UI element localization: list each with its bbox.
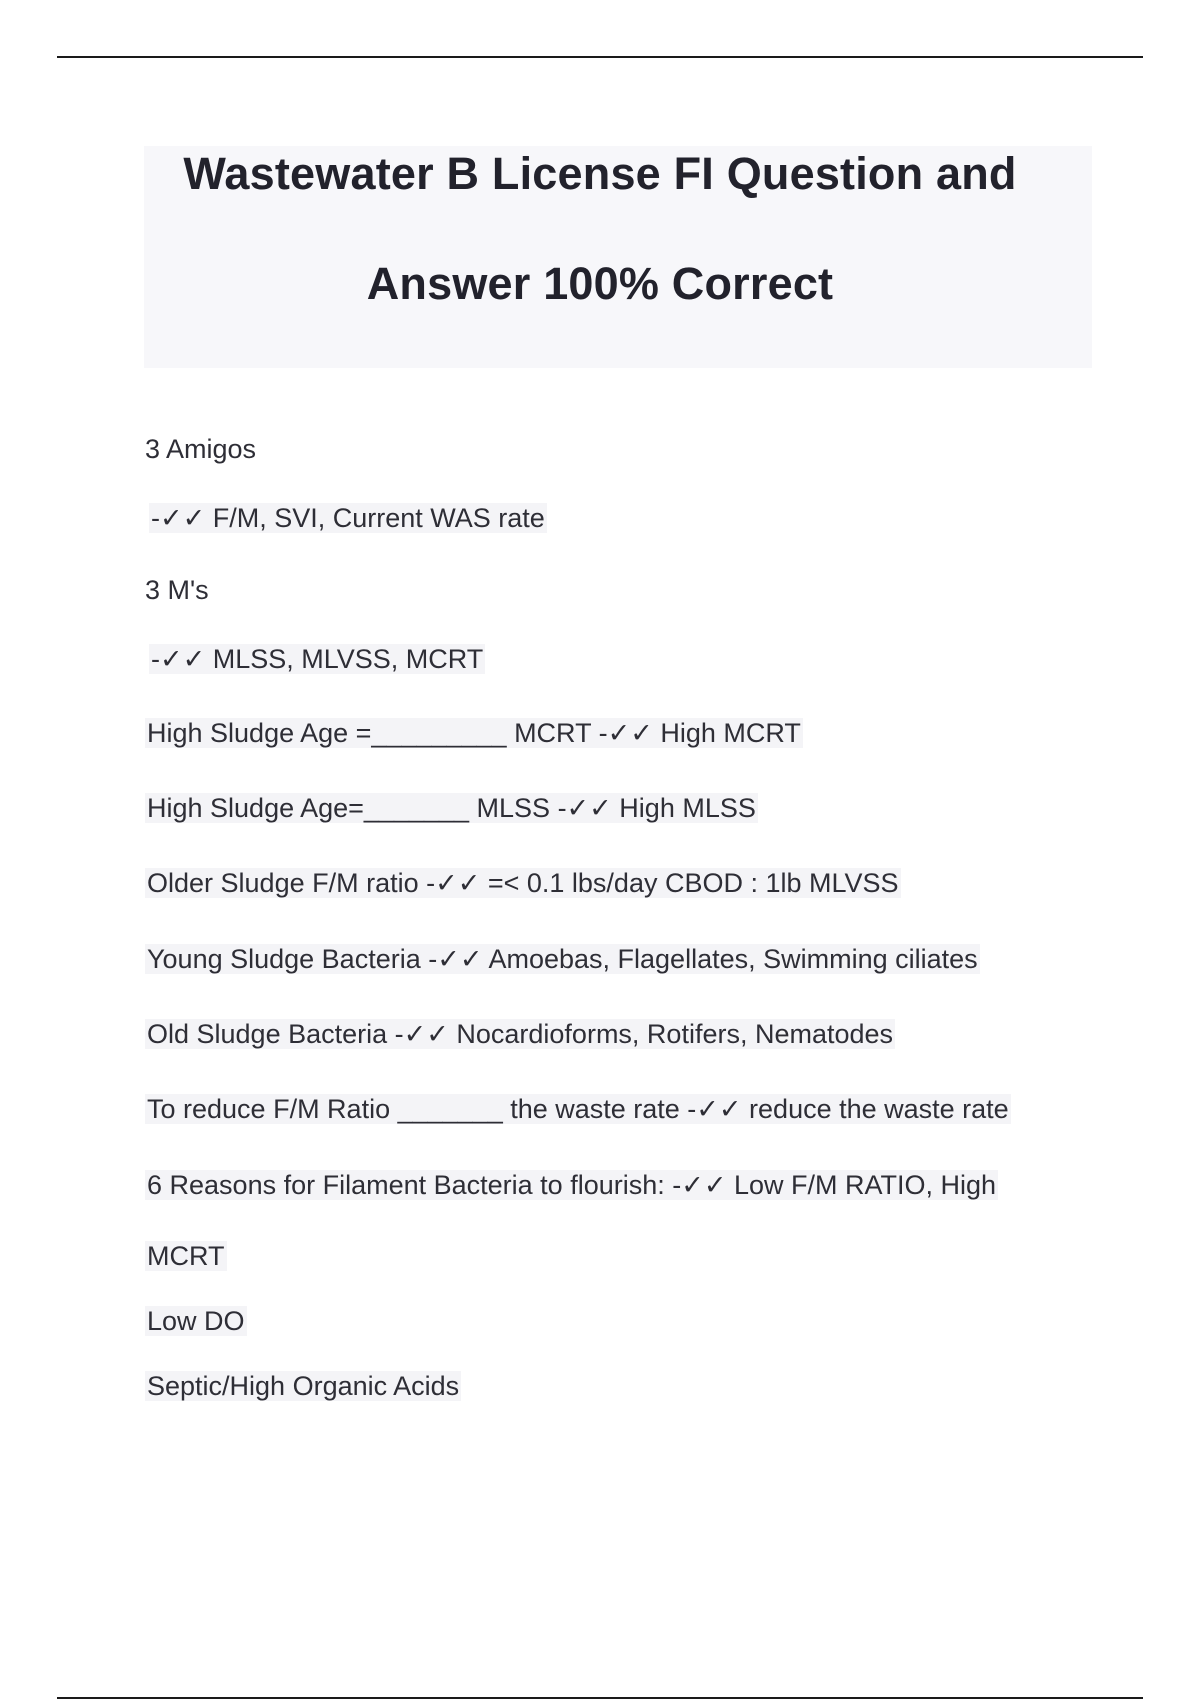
question-3-amigos: 3 Amigos xyxy=(145,434,257,464)
answer-3-ms: -✓✓ MLSS, MLVSS, MCRT xyxy=(151,644,484,674)
filament-reason-septic: Septic/High Organic Acids xyxy=(147,1371,460,1401)
text-line xyxy=(145,942,980,976)
text-line xyxy=(145,1092,1011,1126)
text-line xyxy=(145,573,209,607)
text-line xyxy=(145,716,803,750)
document-title-line-2: Answer 100% Correct xyxy=(366,258,834,309)
question-3-ms: 3 M's xyxy=(145,575,209,605)
text-line xyxy=(145,432,256,466)
text-line xyxy=(145,791,758,825)
answer-3-amigos: -✓✓ F/M, SVI, Current WAS rate xyxy=(151,503,545,533)
text-line xyxy=(149,501,547,535)
qa-young-sludge-bacteria: Young Sludge Bacteria -✓✓ Amoebas, Flagellates, Swimming ciliates xyxy=(147,944,978,974)
qa-high-sludge-age-mcrt: High Sludge Age =_________ MCRT -✓✓ High MCRT xyxy=(147,718,801,748)
qa-filament-bacteria: 6 Reasons for Filament Bacteria to flourish: -✓✓ Low F/M RATIO, High xyxy=(147,1170,997,1200)
text-line xyxy=(145,1168,998,1202)
top-rule xyxy=(57,56,1143,58)
text-line xyxy=(145,1369,461,1403)
qa-old-sludge-bacteria: Old Sludge Bacteria -✓✓ Nocardioforms, Rotifers, Nematodes xyxy=(147,1019,894,1049)
text-line xyxy=(145,1017,895,1051)
filament-reason-mcrt: MCRT xyxy=(147,1241,225,1271)
text-line xyxy=(145,866,901,900)
text-line xyxy=(149,642,485,676)
qa-high-sludge-age-mlss: High Sludge Age=_______ MLSS -✓✓ High MLSS xyxy=(147,793,756,823)
bottom-rule xyxy=(57,1697,1143,1699)
text-line xyxy=(145,1239,227,1273)
qa-reduce-fm-ratio: To reduce F/M Ratio _______ the waste rate -✓✓ reduce the waste rate xyxy=(147,1094,1009,1124)
document-title-line-1: Wastewater B License FI Question and xyxy=(183,148,1017,199)
qa-older-sludge-fm-ratio: Older Sludge F/M ratio -✓✓ =< 0.1 lbs/day CBOD : 1lb MLVSS xyxy=(147,868,899,898)
filament-reason-low-do: Low DO xyxy=(147,1306,245,1336)
text-line xyxy=(145,1304,247,1338)
